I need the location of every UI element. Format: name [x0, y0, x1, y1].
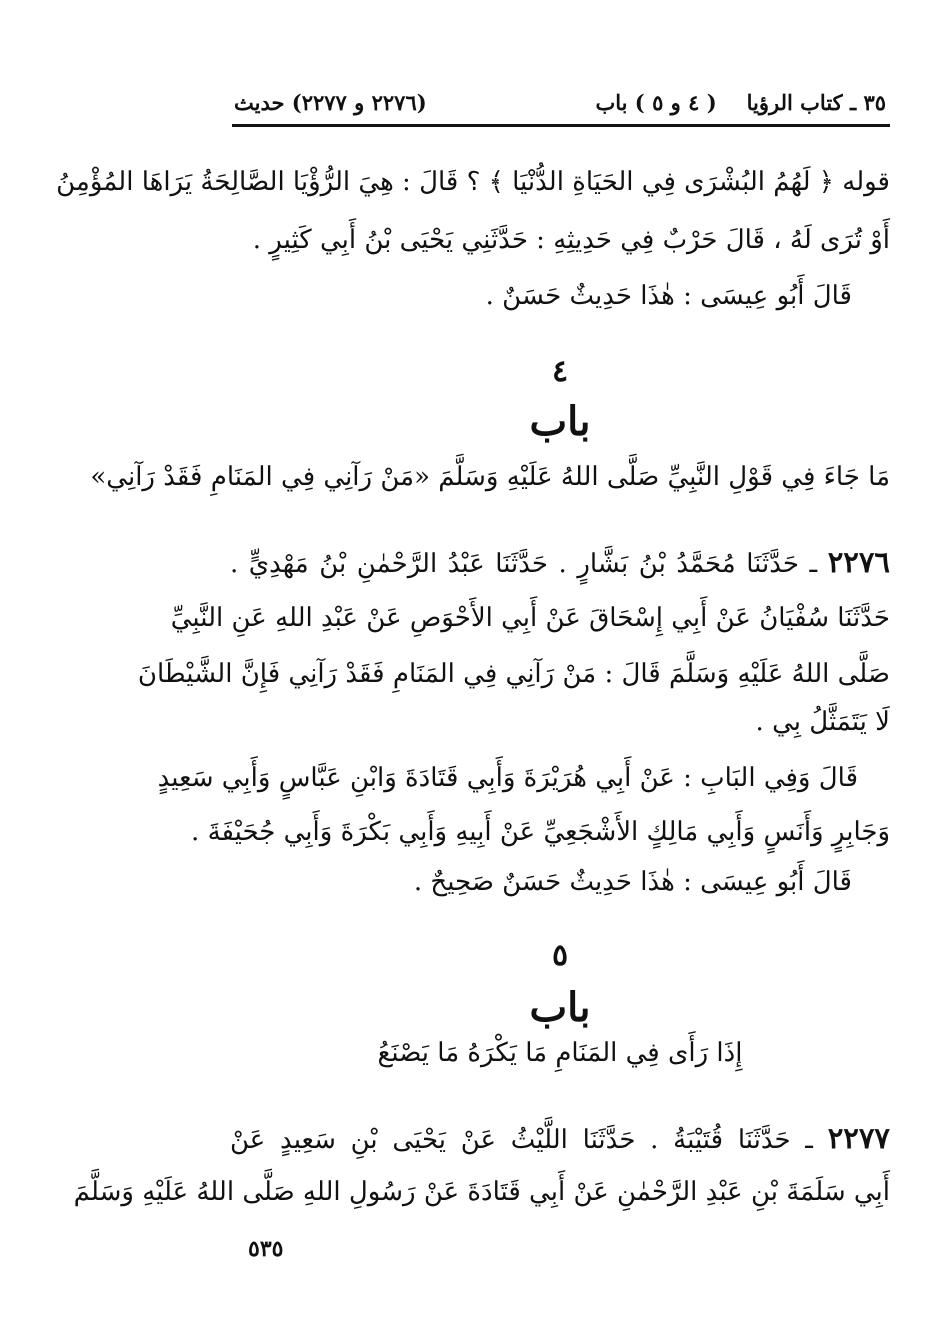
header-book-title: ٣٥ ـ كتاب الرؤيا — [746, 89, 886, 115]
page-number: ٥٣٥ — [248, 1236, 284, 1262]
hadith-2276-line-1 — [230, 540, 890, 586]
hadith-2276-line-6: وَجَابِرٍ وَأَنَسٍ وَأَبِي مَالِكٍ الأَشْجَعِيِّ عَنْ أَبِيهِ وَأَبِي بَكْرَةَ وَأَبِي جُحَيْفَةَ . — [191, 817, 890, 847]
section-4-number: ٤ — [551, 354, 569, 389]
header-bab-numbers: ( ٤ و ٥ ) باب — [595, 89, 717, 115]
hadith-2277-line-1 — [230, 1116, 890, 1162]
section-4-title: مَا جَاءَ فِي قَوْلِ النَّبِيِّ صَلَّى اللهُ عَلَيْهِ وَسَلَّمَ «مَنْ رَآنِي فِي المَنَامِ فَقَدْ رَآنِي» — [90, 462, 890, 492]
hadith-2276-line-4: لَا يَتَمَثَّلُ بِي . — [755, 707, 890, 737]
hadith-2277-line-2: أَبِي سَلَمَةَ بْنِ عَبْدِ الرَّحْمٰنِ عَنْ أَبِي قَتَادَةَ عَنْ رَسُولِ اللهِ صَلَّى اللهُ عَلَيْهِ وَسَلَّمَ — [73, 1177, 890, 1207]
hadith-2276-line-1-text: ـ حَدَّثَنَا مُحَمَّدُ بْنُ بَشَّارٍ . حَدَّثَنَا عَبْدُ الرَّحْمٰنِ بْنُ مَهْدِيٍّ . — [230, 549, 818, 579]
running-header — [234, 84, 886, 120]
hadith-2277-number: ٢٢٧٧ — [827, 1121, 890, 1155]
intro-line-2: أَوْ تُرَى لَهُ ، قَالَ حَرْبٌ فِي حَدِيثِهِ : حَدَّثَنِي يَحْيَى بْنُ أَبِي كَثِيرٍ . — [252, 225, 890, 255]
section-4-bab-heading: باب — [529, 398, 591, 445]
hadith-2276-line-5: قَالَ وَفِي البَابِ : عَنْ أَبِي هُرَيْرَةَ وَأَبِي قَتَادَةَ وَابْنِ عَبَّاسٍ وَأَبِي سَعِيدٍ — [157, 763, 858, 793]
hadith-2276-line-2: حَدَّثَنَا سُفْيَانُ عَنْ أَبِي إِسْحَاقَ عَنْ أَبِي الأَحْوَصِ عَنْ عَبْدِ اللهِ عَنِ النَّبِيِّ — [170, 603, 890, 633]
hadith-2276-number: ٢٢٧٦ — [827, 545, 890, 579]
hadith-2277-line-1-text: ـ حَدَّثَنَا قُتَيْبَةُ . حَدَّثَنَا اللَّيْثُ عَنْ يَحْيَى بْنِ سَعِيدٍ عَنْ — [230, 1125, 813, 1155]
intro-line-3: قَالَ أَبُو عِيسَى : هٰذَا حَدِيثٌ حَسَنٌ . — [485, 281, 852, 311]
header-hadith-numbers: (٢٢٧٦ و ٢٢٧٧) حديث — [234, 89, 427, 115]
hadith-2276-line-7: قَالَ أَبُو عِيسَى : هٰذَا حَدِيثٌ حَسَنٌ صَحِيحٌ . — [413, 867, 852, 897]
section-5-title: إِذَا رَأَى فِي المَنَامِ مَا يَكْرَهُ مَا يَصْنَعُ — [377, 1038, 743, 1068]
header-rule — [232, 124, 890, 127]
hadith-2276-line-3: صَلَّى اللهُ عَلَيْهِ وَسَلَّمَ قَالَ : مَنْ رَآنِي فِي المَنَامِ فَقَدْ رَآنِي فَإِنَّ الشَّيْطَانَ — [137, 659, 890, 689]
header-right-group — [595, 90, 886, 115]
section-5-bab-heading: باب — [529, 984, 591, 1031]
intro-line-1: قوله ﴿ لَهُمُ البُشْرَى فِي الحَيَاةِ الدُّنْيَا ﴾ ؟ قَالَ : هِيَ الرُّؤْيَا الصَّالِحَةُ يَرَاهَا المُؤْمِنُ — [56, 167, 890, 197]
section-5-number: ٥ — [551, 938, 569, 973]
